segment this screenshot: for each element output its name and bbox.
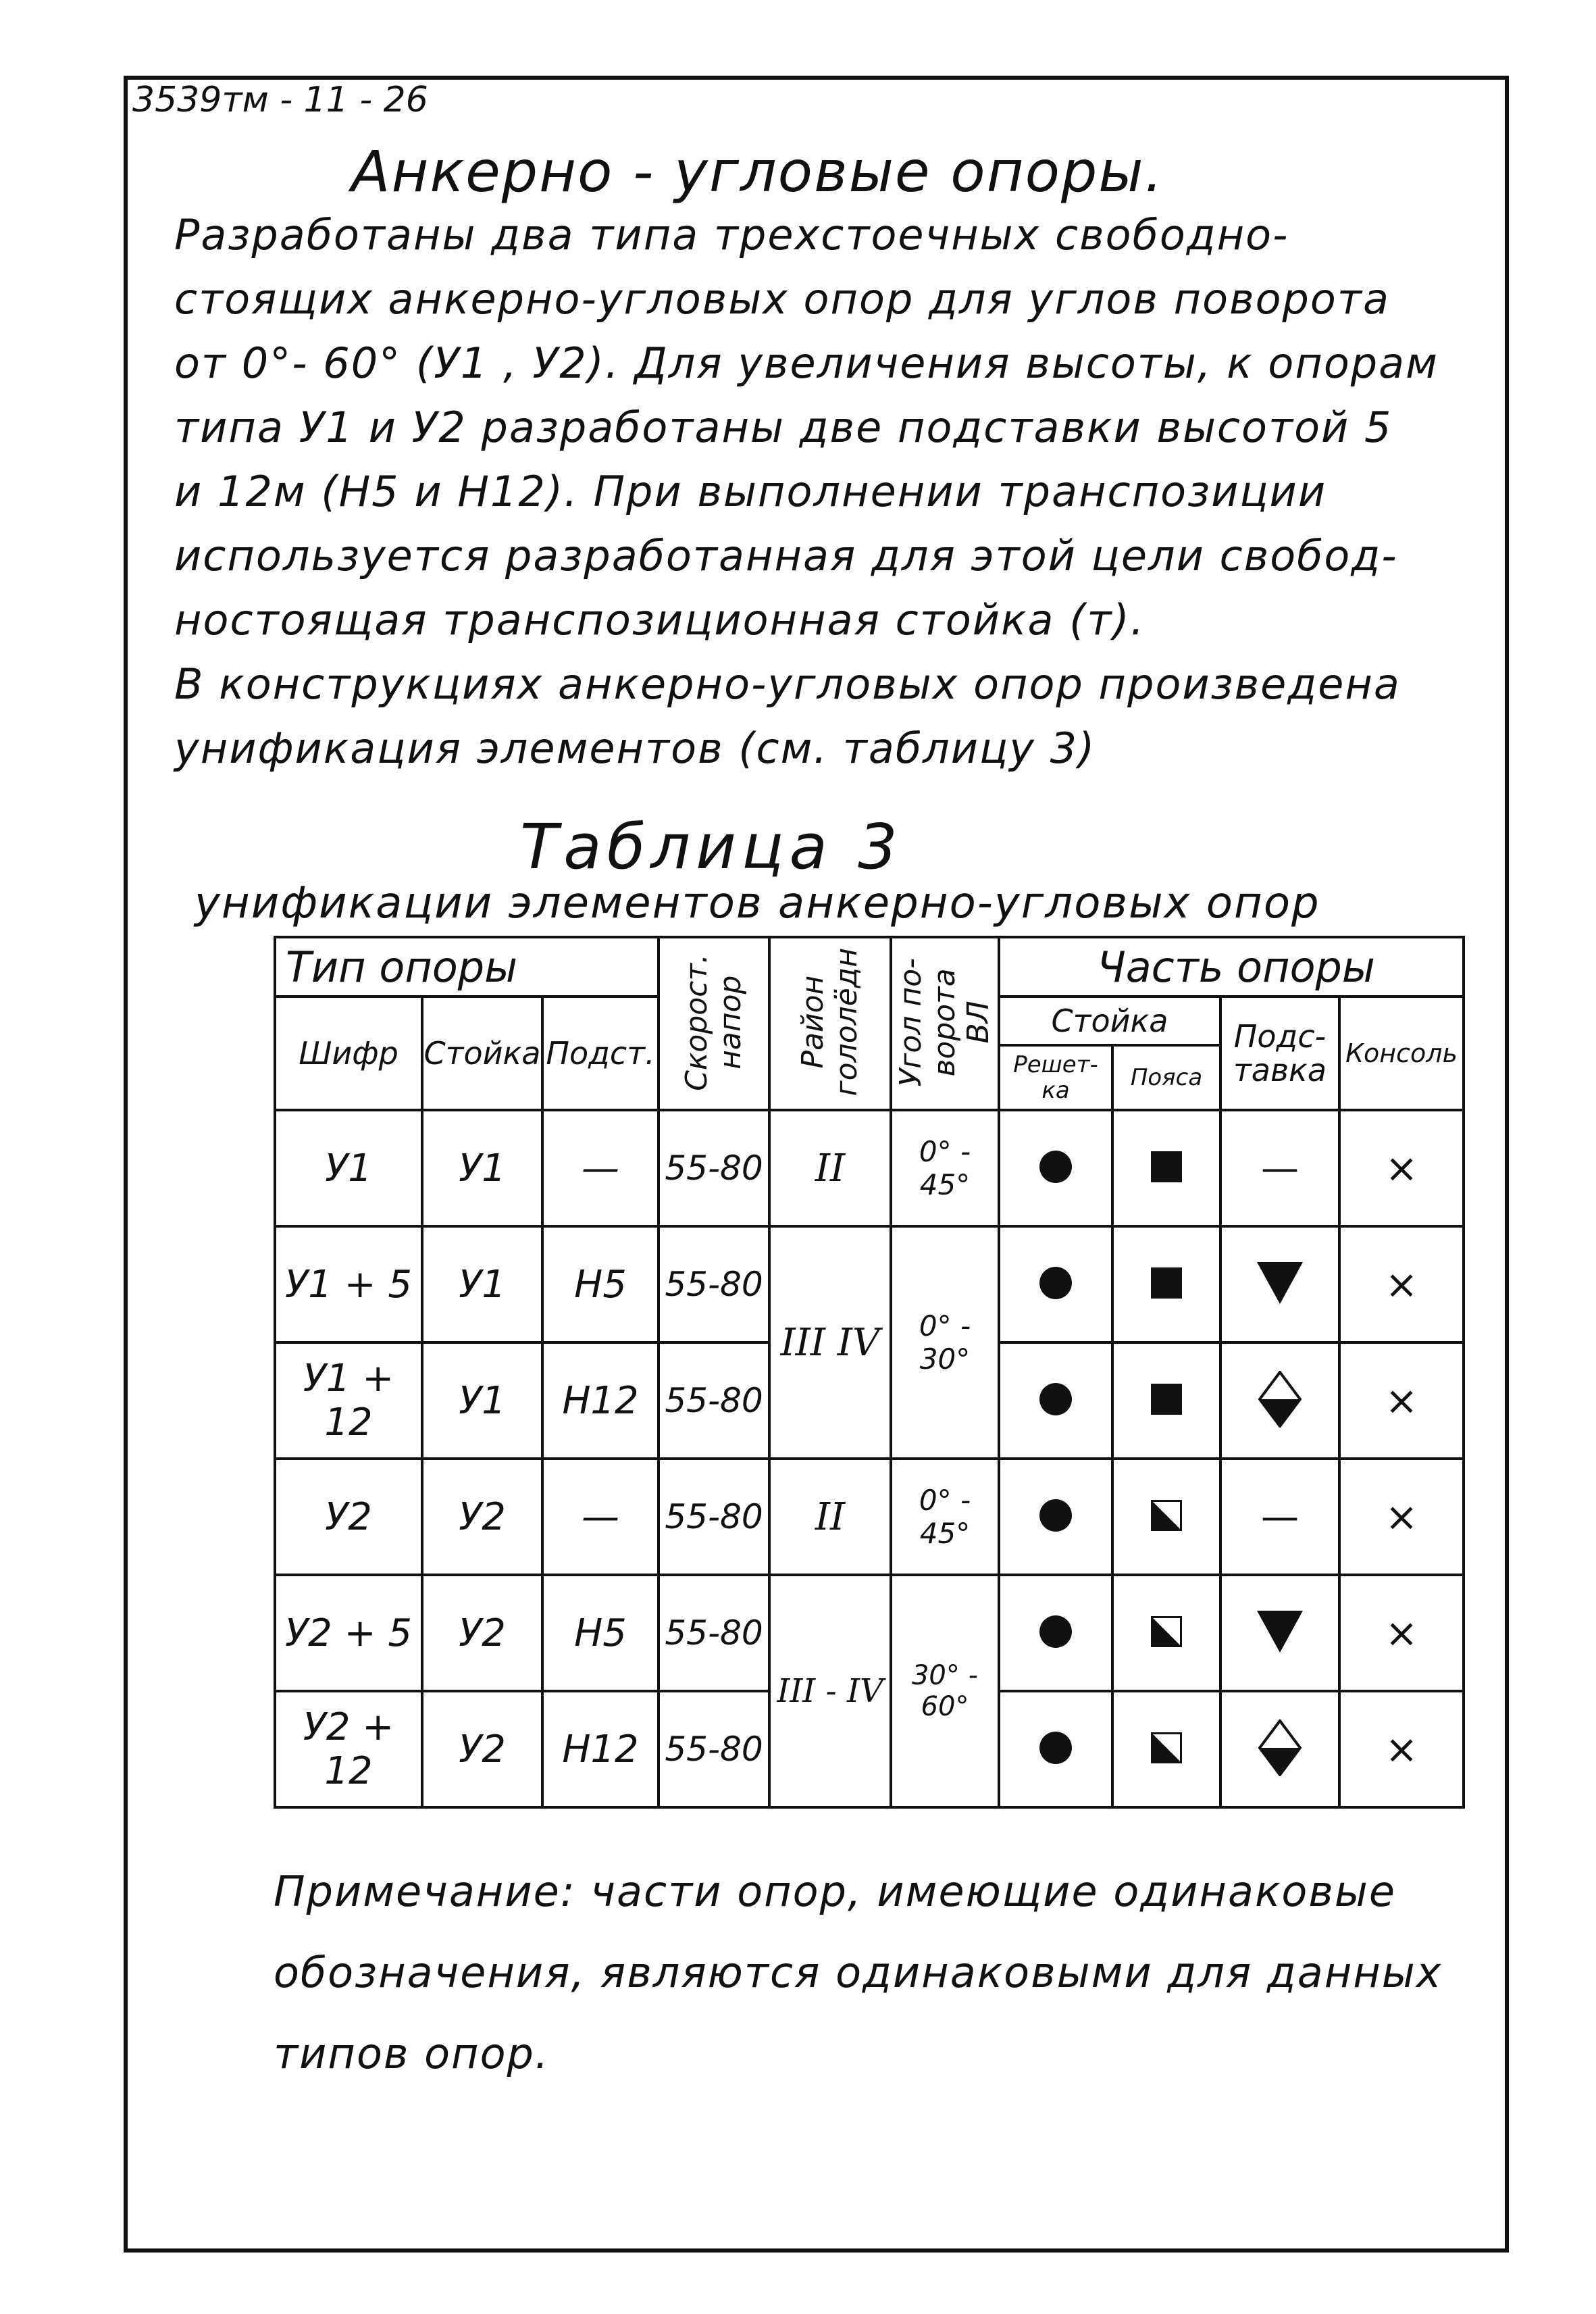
- cell-shifr: У1 + 5: [275, 1226, 422, 1342]
- cell-speed: 55-80: [659, 1226, 769, 1342]
- cell-reshetka: [999, 1226, 1112, 1342]
- cross-symbol: ×: [1385, 1726, 1418, 1772]
- cell-angle: 0° - 45°: [891, 1110, 999, 1226]
- paragraph-line: типа У1 и У2 разработаны две подставки высотой 5: [174, 403, 1393, 452]
- unification-table: [274, 936, 1465, 1809]
- header-angle: [891, 937, 999, 1110]
- circle-symbol-icon: [1039, 1383, 1072, 1415]
- cell-poyasa: [1112, 1691, 1220, 1807]
- cell-reshetka: [999, 1575, 1112, 1691]
- note-line: обозначения, являются одинаковыми для данных: [274, 1948, 1443, 1997]
- header-stoika: Стойка: [422, 997, 542, 1110]
- cell-reshetka: [999, 1459, 1112, 1575]
- circle-symbol-icon: [1039, 1499, 1072, 1532]
- cell-region: III IV: [769, 1226, 891, 1459]
- cell-konsol: [1339, 1691, 1464, 1807]
- cell-reshetka: [999, 1110, 1112, 1226]
- cell-konsol: [1339, 1459, 1464, 1575]
- cell-shifr: У1: [275, 1110, 422, 1226]
- half-square-symbol-icon: [1151, 1616, 1182, 1647]
- table-subtitle: унификации элементов анкерно-угловых опор: [195, 878, 1320, 928]
- triangle-symbol-icon: [1257, 1611, 1303, 1653]
- cell-speed: 55-80: [659, 1691, 769, 1807]
- header-angle-label: Угол по- ворота ВЛ: [894, 957, 996, 1087]
- header-region-label: Район гололёдн: [796, 948, 864, 1097]
- cell-speed: 55-80: [659, 1459, 769, 1575]
- table-row: [275, 1575, 1464, 1691]
- cell-poyasa: [1112, 1575, 1220, 1691]
- cell-shifr: У2: [275, 1459, 422, 1575]
- header-speed: [659, 937, 769, 1110]
- cross-symbol: ×: [1385, 1145, 1418, 1191]
- paragraph-line: В конструкциях анкерно-угловых опор произведена: [174, 659, 1401, 709]
- table-row: [275, 1226, 1464, 1342]
- cell-podstavka: [1220, 1226, 1339, 1342]
- cell-speed: 55-80: [659, 1342, 769, 1459]
- cell-region: II: [769, 1459, 891, 1575]
- cell-stoika: У1: [422, 1226, 542, 1342]
- paragraph-line: и 12м (Н5 и Н12). При выполнении транспозиции: [174, 467, 1327, 516]
- cell-speed: 55-80: [659, 1110, 769, 1226]
- cell-angle: 0° - 30°: [891, 1226, 999, 1459]
- cell-stoika: У1: [422, 1342, 542, 1459]
- cell-podst: Н12: [542, 1691, 659, 1807]
- triangle-symbol-icon: [1257, 1262, 1303, 1304]
- dash-symbol: —: [1261, 1494, 1299, 1539]
- paragraph-line: унификация элементов (см. таблицу 3): [174, 724, 1096, 773]
- header-shifr: Шифр: [275, 997, 422, 1110]
- table-title: Таблица 3: [520, 811, 903, 883]
- cell-podstavka: [1220, 1342, 1339, 1459]
- cell-konsol: [1339, 1226, 1464, 1342]
- paragraph-line: используется разработанная для этой цели свобод-: [174, 531, 1398, 580]
- cell-konsol: [1339, 1342, 1464, 1459]
- cell-podst: —: [542, 1110, 659, 1226]
- square-symbol-icon: [1151, 1267, 1182, 1299]
- header-stoika-group: Стойка: [999, 997, 1220, 1045]
- header-podst: Подст.: [542, 997, 659, 1110]
- diamond-symbol-icon: [1258, 1719, 1302, 1776]
- description-paragraph: [174, 203, 1498, 780]
- page-title: Анкерно - угловые опоры.: [351, 139, 1164, 205]
- cell-podst: —: [542, 1459, 659, 1575]
- cross-symbol: ×: [1385, 1610, 1418, 1656]
- cell-stoika: У2: [422, 1691, 542, 1807]
- table-row: [275, 1459, 1464, 1575]
- circle-symbol-icon: [1039, 1267, 1072, 1299]
- half-square-symbol-icon: [1151, 1732, 1182, 1763]
- cell-podstavka: [1220, 1459, 1339, 1575]
- document-code: 3539тм - 11 - 26: [132, 80, 428, 120]
- cell-poyasa: [1112, 1226, 1220, 1342]
- cell-podstavka: [1220, 1691, 1339, 1807]
- cross-symbol: ×: [1385, 1261, 1418, 1307]
- dash-symbol: —: [1261, 1146, 1299, 1190]
- header-type-group: Тип опоры: [275, 937, 659, 997]
- cell-shifr: У1 + 12: [275, 1342, 422, 1459]
- header-konsol: Консоль: [1339, 997, 1464, 1110]
- header-speed-label: Скорост. напор: [679, 953, 748, 1091]
- table-row: [275, 1110, 1464, 1226]
- header-poyasa: Пояса: [1112, 1045, 1220, 1110]
- paragraph-line: Разработаны два типа трехстоечных свободно-: [174, 210, 1289, 259]
- diamond-symbol-icon: [1258, 1371, 1302, 1428]
- cell-angle: 0° - 45°: [891, 1459, 999, 1575]
- paragraph-line: ностоящая транспозиционная стойка (т).: [174, 595, 1145, 645]
- cell-shifr: У2 + 5: [275, 1575, 422, 1691]
- cell-podst: Н5: [542, 1575, 659, 1691]
- circle-symbol-icon: [1039, 1615, 1072, 1648]
- cell-poyasa: [1112, 1110, 1220, 1226]
- cell-poyasa: [1112, 1459, 1220, 1575]
- circle-symbol-icon: [1039, 1732, 1072, 1764]
- paragraph-line: от 0°- 60° (У1 , У2). Для увеличения высоты, к опорам: [174, 338, 1439, 388]
- circle-symbol-icon: [1039, 1151, 1072, 1183]
- cell-stoika: У1: [422, 1110, 542, 1226]
- cell-poyasa: [1112, 1342, 1220, 1459]
- cell-podst: Н12: [542, 1342, 659, 1459]
- square-symbol-icon: [1151, 1151, 1182, 1182]
- cell-speed: 55-80: [659, 1575, 769, 1691]
- cell-stoika: У2: [422, 1575, 542, 1691]
- cell-konsol: [1339, 1575, 1464, 1691]
- cell-angle: 30° - 60°: [891, 1575, 999, 1807]
- note-line: типов опор.: [274, 2029, 550, 2078]
- cell-reshetka: [999, 1342, 1112, 1459]
- note-block: [274, 1851, 1503, 2094]
- cell-konsol: [1339, 1110, 1464, 1226]
- header-part-group: Часть опоры: [999, 937, 1464, 997]
- square-symbol-icon: [1151, 1384, 1182, 1415]
- cell-podst: Н5: [542, 1226, 659, 1342]
- cell-stoika: У2: [422, 1459, 542, 1575]
- paragraph-line: стоящих анкерно-угловых опор для углов поворота: [174, 274, 1390, 324]
- cell-region: II: [769, 1110, 891, 1226]
- cell-shifr: У2 + 12: [275, 1691, 422, 1807]
- half-square-symbol-icon: [1151, 1500, 1182, 1531]
- cross-symbol: ×: [1385, 1378, 1418, 1424]
- cell-reshetka: [999, 1691, 1112, 1807]
- cell-podstavka: [1220, 1575, 1339, 1691]
- cell-podstavka: [1220, 1110, 1339, 1226]
- header-podstavka: Подс- тавка: [1220, 997, 1339, 1110]
- cell-region: III - IV: [769, 1575, 891, 1807]
- note-line: Примечание: части опор, имеющие одинаковые: [274, 1867, 1396, 1916]
- header-reshetka: Решет- ка: [999, 1045, 1112, 1110]
- header-region: [769, 937, 891, 1110]
- cross-symbol: ×: [1385, 1494, 1418, 1540]
